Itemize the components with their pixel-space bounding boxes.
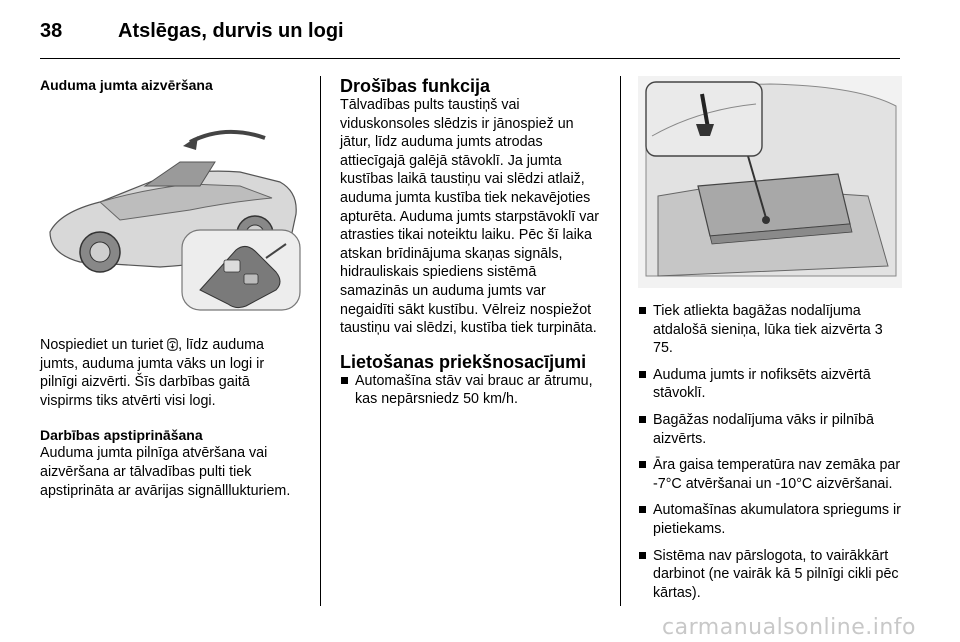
watermark-text: carmanualsonline.info [662, 615, 916, 640]
paragraph-safety-function: Tālvadības pults taustiņš vai viduskonsoles slēdzis ir jānospiež un jātur, līdz auduma jumts atrodas attiecīgajā galējā stāvoklī. Ja jumta kustības laikā taustiņu vai slēdzi atlaiž, auduma jumta kustība tiek nekavējoties apturēta. Auduma jumts starpstāvoklī var atrasties tikai noteiktu laiku. Pēc šī laika atskan brīdinājuma skaņas signāls, hidrauliskais spiediens sistēmā samazinās un auduma jumts var negaidīti sākt kustību. Vēlreiz nospiežot taustiņu vai slēdzi, kustība tiek turpināta. [340, 97, 600, 337]
column-left [40, 76, 300, 500]
list-item: Āra gaisa temperatūra nav zemāka par -7°C atvēršanai un -10°C aizvēršanai. [638, 456, 902, 493]
paragraph-confirmation: Auduma jumta pilnīga atvēršana vai aizvēršana ar tālvadības pulti tiek apstiprināta ar avārijas signālllukturiem. [40, 445, 291, 499]
list-item: Automašīnas akumulatora spriegums ir pietiekams. [638, 501, 902, 538]
paragraph-close-instruction [40, 336, 300, 410]
prerequisites-list-start [340, 372, 602, 409]
bullet-square-icon [341, 377, 348, 384]
bullet-square-icon [639, 461, 646, 468]
list-item: Tiek atliekta bagāžas nodalījuma atdalošā sieniņa, lūka tiek aizvērta 3 75. [638, 302, 902, 358]
list-item: Bagāžas nodalījuma vāks ir pilnībā aizvērts. [638, 411, 902, 448]
column-divider-1 [320, 76, 321, 606]
column-divider-2 [620, 76, 621, 606]
page-header [40, 14, 900, 59]
close-instruction-start: Nospiediet un turiet [40, 337, 168, 353]
subsection-title-confirmation: Darbības apstiprināšana [40, 427, 203, 444]
heading-prerequisites: Lietošanas priekšnosacījumi [340, 351, 587, 372]
bullet-square-icon [639, 371, 646, 378]
heading-safety-function: Drošības funkcija [340, 76, 491, 96]
close-instruction-end: , līdz auduma jumts, auduma jumta vāks un logi ir pilnīgi aizvērti. Šīs darbības gaitā vispirms tiks atvērti visi logi. [40, 337, 265, 409]
roof-close-icon [167, 338, 178, 351]
page-title: Atslēgas, durvis un logi [118, 20, 344, 42]
column-right [638, 76, 902, 602]
section-title-roof-closing: Auduma jumta aizvēršana [40, 77, 213, 93]
list-item: Auduma jumts ir nofiksēts aizvērtā stāvoklī. [638, 366, 902, 403]
bullet-square-icon [639, 552, 646, 559]
list-item: Automašīna stāv vai brauc ar ātrumu, kas nepārsniedz 50 km/h. [340, 372, 602, 409]
bullet-square-icon [639, 506, 646, 513]
bullet-square-icon [639, 416, 646, 423]
column-middle [340, 76, 602, 409]
page-number: 38 [40, 20, 63, 42]
trunk-partition-illustration [638, 76, 902, 288]
bullet-square-icon [639, 307, 646, 314]
prerequisites-list-continued [638, 302, 902, 602]
convertible-car-illustration [40, 102, 302, 314]
list-item: Sistēma nav pārslogota, to vairākkārt darbinot (ne vairāk kā 5 pilnīgi cikli pēc kārtas). [638, 547, 902, 603]
